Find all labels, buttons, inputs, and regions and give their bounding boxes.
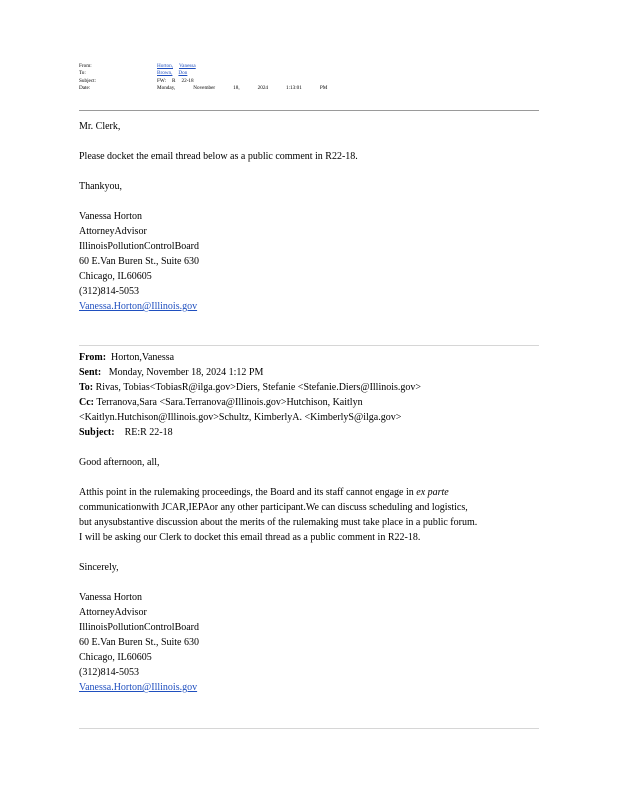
header-subject-value-1: FW: xyxy=(157,77,167,84)
message-1-sig-phone: (312)814-5053 xyxy=(79,286,139,297)
header-date-label: Date: xyxy=(79,85,91,92)
header-from-label: From: xyxy=(79,63,92,69)
header-to-value-1[interactable]: Brown, xyxy=(157,70,173,77)
message-1-sig-title: AttorneyAdvisor xyxy=(79,226,147,237)
header-subject-value-3: 22-18 xyxy=(181,77,194,84)
message-2-sig-org: IllinoisPollutionControlBoard xyxy=(79,622,200,633)
header-date-value-5: 1:13:01 xyxy=(286,85,302,92)
fwd-sent-label: Sent: xyxy=(79,367,102,378)
header-date-value-1: Monday, xyxy=(157,85,176,92)
fwd-from-label: From: xyxy=(79,352,107,363)
header-divider xyxy=(79,110,539,111)
header-date-value-3: 18, xyxy=(233,85,240,92)
message-1-closing: Thankyou, xyxy=(79,181,123,192)
header-date-value-6: PM xyxy=(319,85,328,92)
header-from-row xyxy=(79,63,539,70)
header-subject-row xyxy=(79,78,539,85)
message-1 xyxy=(79,119,549,314)
forwarded-header xyxy=(79,350,549,440)
fwd-subject-value: RE:R 22-18 xyxy=(124,427,173,438)
fwd-from-value: Horton,Vanessa xyxy=(111,352,175,363)
footer-divider xyxy=(79,728,539,729)
header-date-value-4: 2024 xyxy=(257,85,269,92)
header-subject-value-2: R xyxy=(172,77,176,84)
fwd-cc-label: Cc: xyxy=(79,397,94,408)
message-2-sig-street: 60 E.Van Buren St., Suite 630 xyxy=(79,637,199,648)
fwd-to-value: Rivas, Tobias<TobiasR@ilga.gov>Diers, Stefanie <Stefanie.Diers@Illinois.gov> xyxy=(95,382,422,393)
message-1-body: Please docket the email thread below as a public comment in R22-18. xyxy=(79,151,358,162)
message-2-ex-parte: ex parte xyxy=(416,487,449,498)
fwd-sent-value: Monday, November 18, 2024 1:12 PM xyxy=(108,367,264,378)
message-1-sig-street: 60 E.Van Buren St., Suite 630 xyxy=(79,256,199,267)
fwd-cc-value-1: Terranova,Sara <Sara.Terranova@Illinois.gov>Hutchison, Kaitlyn xyxy=(96,397,363,408)
message-2-para-line2: communicationwith JCAR,IEPAor any other participant.We can discuss scheduling and logistics, xyxy=(79,502,468,513)
forward-divider xyxy=(79,345,539,346)
message-1-sig-name: Vanessa Horton xyxy=(79,211,143,222)
fwd-subject-label: Subject: xyxy=(79,427,115,438)
header-from-value-1[interactable]: Horton, xyxy=(157,63,173,69)
header-to-label: To: xyxy=(79,70,86,77)
fwd-to-label: To: xyxy=(79,382,94,393)
header-from-value-2[interactable]: Vanessa xyxy=(179,63,196,69)
message-2-para-line4: I will be asking our Clerk to docket this email thread as a public comment in R22-18. xyxy=(79,532,421,543)
message-1-sig-org: IllinoisPollutionControlBoard xyxy=(79,241,200,252)
message-2-closing: Sincerely, xyxy=(79,562,119,573)
message-2-para-line1: Atthis point in the rulemaking proceedings, the Board and its staff cannot engage in xyxy=(79,487,414,498)
message-2-sig-title: AttorneyAdvisor xyxy=(79,607,147,618)
header-to-value-2[interactable]: Don xyxy=(178,70,188,77)
message-2-sig-name: Vanessa Horton xyxy=(79,592,143,603)
message-2-para-line3: but anysubstantive discussion about the merits of the rulemaking must take place in a public forum. xyxy=(79,517,478,528)
message-2-email-link[interactable]: Vanessa.Horton@Illinois.gov xyxy=(79,682,198,693)
header-subject-label: Subject: xyxy=(79,77,97,84)
message-1-sig-city: Chicago, IL60605 xyxy=(79,271,152,282)
header-date-row xyxy=(79,85,539,92)
message-2-greeting: Good afternoon, all, xyxy=(79,457,160,468)
message-2-sig-phone: (312)814-5053 xyxy=(79,667,139,678)
message-2 xyxy=(79,455,549,695)
header-date-value-2: November xyxy=(193,85,216,92)
message-2-sig-city: Chicago, IL60605 xyxy=(79,652,152,663)
fwd-cc-value-2: <Kaitlyn.Hutchison@Illinois.gov>Schultz, KimberlyA. <KimberlyS@ilga.gov> xyxy=(79,412,402,423)
email-header xyxy=(79,63,539,93)
message-1-email-link[interactable]: Vanessa.Horton@Illinois.gov xyxy=(79,301,198,312)
message-1-greeting: Mr. Clerk, xyxy=(79,121,121,132)
header-to-row xyxy=(79,70,539,77)
